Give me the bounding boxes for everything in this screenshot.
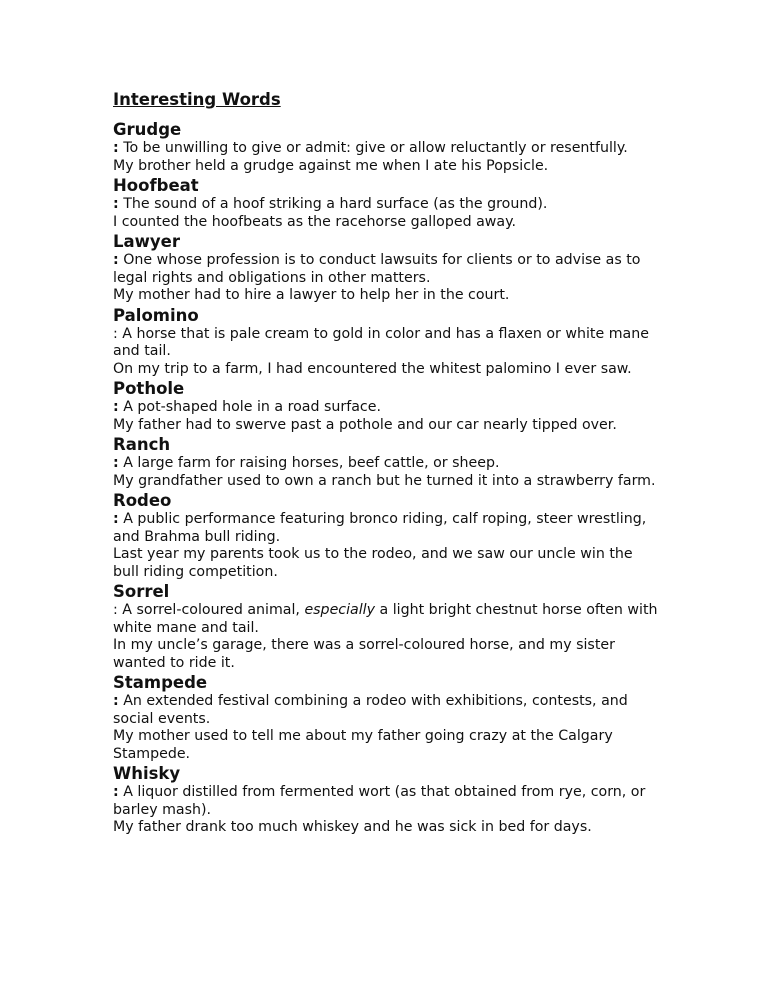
entry-example: On my trip to a farm, I had encountered the whitest palomino I ever saw. [113,360,632,377]
entry-pothole [113,378,663,434]
definition-text: A liquor distilled from fermented wort (as that obtained from rye, corn, or barley mash). [113,784,646,818]
definition-text: One whose profession is to conduct lawsuits for clients or to advise as to legal rights and obligations in other matters. [113,252,641,286]
entry-definition [113,511,663,546]
entry-example: My father had to swerve past a pothole and our car nearly tipped over. [113,416,617,433]
entry-definition [113,693,663,728]
entry-word: Stampede [113,673,208,692]
definition-text: An extended festival combining a rodeo with exhibitions, contests, and social events. [113,693,628,727]
entry-ranch [113,434,663,490]
definition-text: A sorrel-coloured animal, [117,602,305,618]
entry-example: My mother had to hire a lawyer to help her in the court. [113,287,510,303]
entry-palomino [113,305,663,379]
entry-word: Pothole [113,379,185,398]
entry-word: Rodeo [113,491,172,510]
entry-definition [113,602,663,637]
document-page [113,89,663,837]
entry-word: Palomino [113,305,199,325]
entry-word: Hoofbeat [113,176,199,195]
entry-definition [113,140,663,158]
entry-example: My mother used to tell me about my father going crazy at the Calgary Stampede. [113,728,613,762]
document-title: Interesting Words [113,90,281,109]
definition-colon: : [113,252,119,268]
definition-text: To be unwilling to give or admit: give or allow reluctantly or resentfully. [118,140,628,156]
definition-text: A horse that is pale cream to gold in color and has a flaxen or white mane and tail. [113,325,649,359]
definition-colon: : [113,196,119,212]
entry-word: Whisky [113,764,181,783]
definition-text: A pot-shaped hole in a road surface. [118,399,381,415]
entry-hoofbeat [113,175,663,231]
definition-text: A large farm for raising horses, beef cattle, or sheep. [118,455,500,471]
entry-word: Ranch [113,435,171,454]
entry-rodeo [113,490,663,581]
definition-colon: : [113,602,118,618]
entry-word: Grudge [113,120,182,139]
entry-definition [113,252,663,287]
definition-colon: : [113,784,119,800]
definition-colon: : [113,399,119,415]
definition-colon: : [113,455,119,471]
definition-colon: : [113,693,119,709]
entry-definition [113,399,663,417]
entry-definition [113,196,663,214]
entry-whisky [113,763,663,837]
entry-definition [113,326,663,361]
definition-text: A public performance featuring bronco riding, calf roping, steer wrestling, and Brahma bull riding. [113,511,647,545]
entry-sorrel [113,581,663,672]
definition-text: a light bright chestnut horse often with white mane and tail. [113,602,658,636]
entry-example: My brother held a grudge against me when I ate his Popsicle. [113,157,549,174]
definition-colon: : [113,511,119,527]
entry-lawyer [113,231,663,305]
entry-word: Sorrel [113,582,170,601]
definition-emphasis: especially [304,602,376,618]
entry-example: In my uncle’s garage, there was a sorrel-coloured horse, and my sister wanted to ride it. [113,637,615,671]
entry-example: I counted the hoofbeats as the racehorse galloped away. [113,213,516,230]
entry-example: Last year my parents took us to the rodeo, and we saw our uncle win the bull riding competition. [113,546,633,580]
definition-colon: : [113,140,119,156]
entry-word: Lawyer [113,232,180,251]
entry-definition [113,784,663,819]
entry-definition [113,455,663,473]
entry-grudge [113,119,663,175]
definition-text: The sound of a hoof striking a hard surface (as the ground). [118,196,548,212]
entry-example: My grandfather used to own a ranch but he turned it into a strawberry farm. [113,472,656,489]
entry-stampede [113,672,663,763]
definition-colon: : [113,325,118,342]
entry-example: My father drank too much whiskey and he was sick in bed for days. [113,819,592,835]
